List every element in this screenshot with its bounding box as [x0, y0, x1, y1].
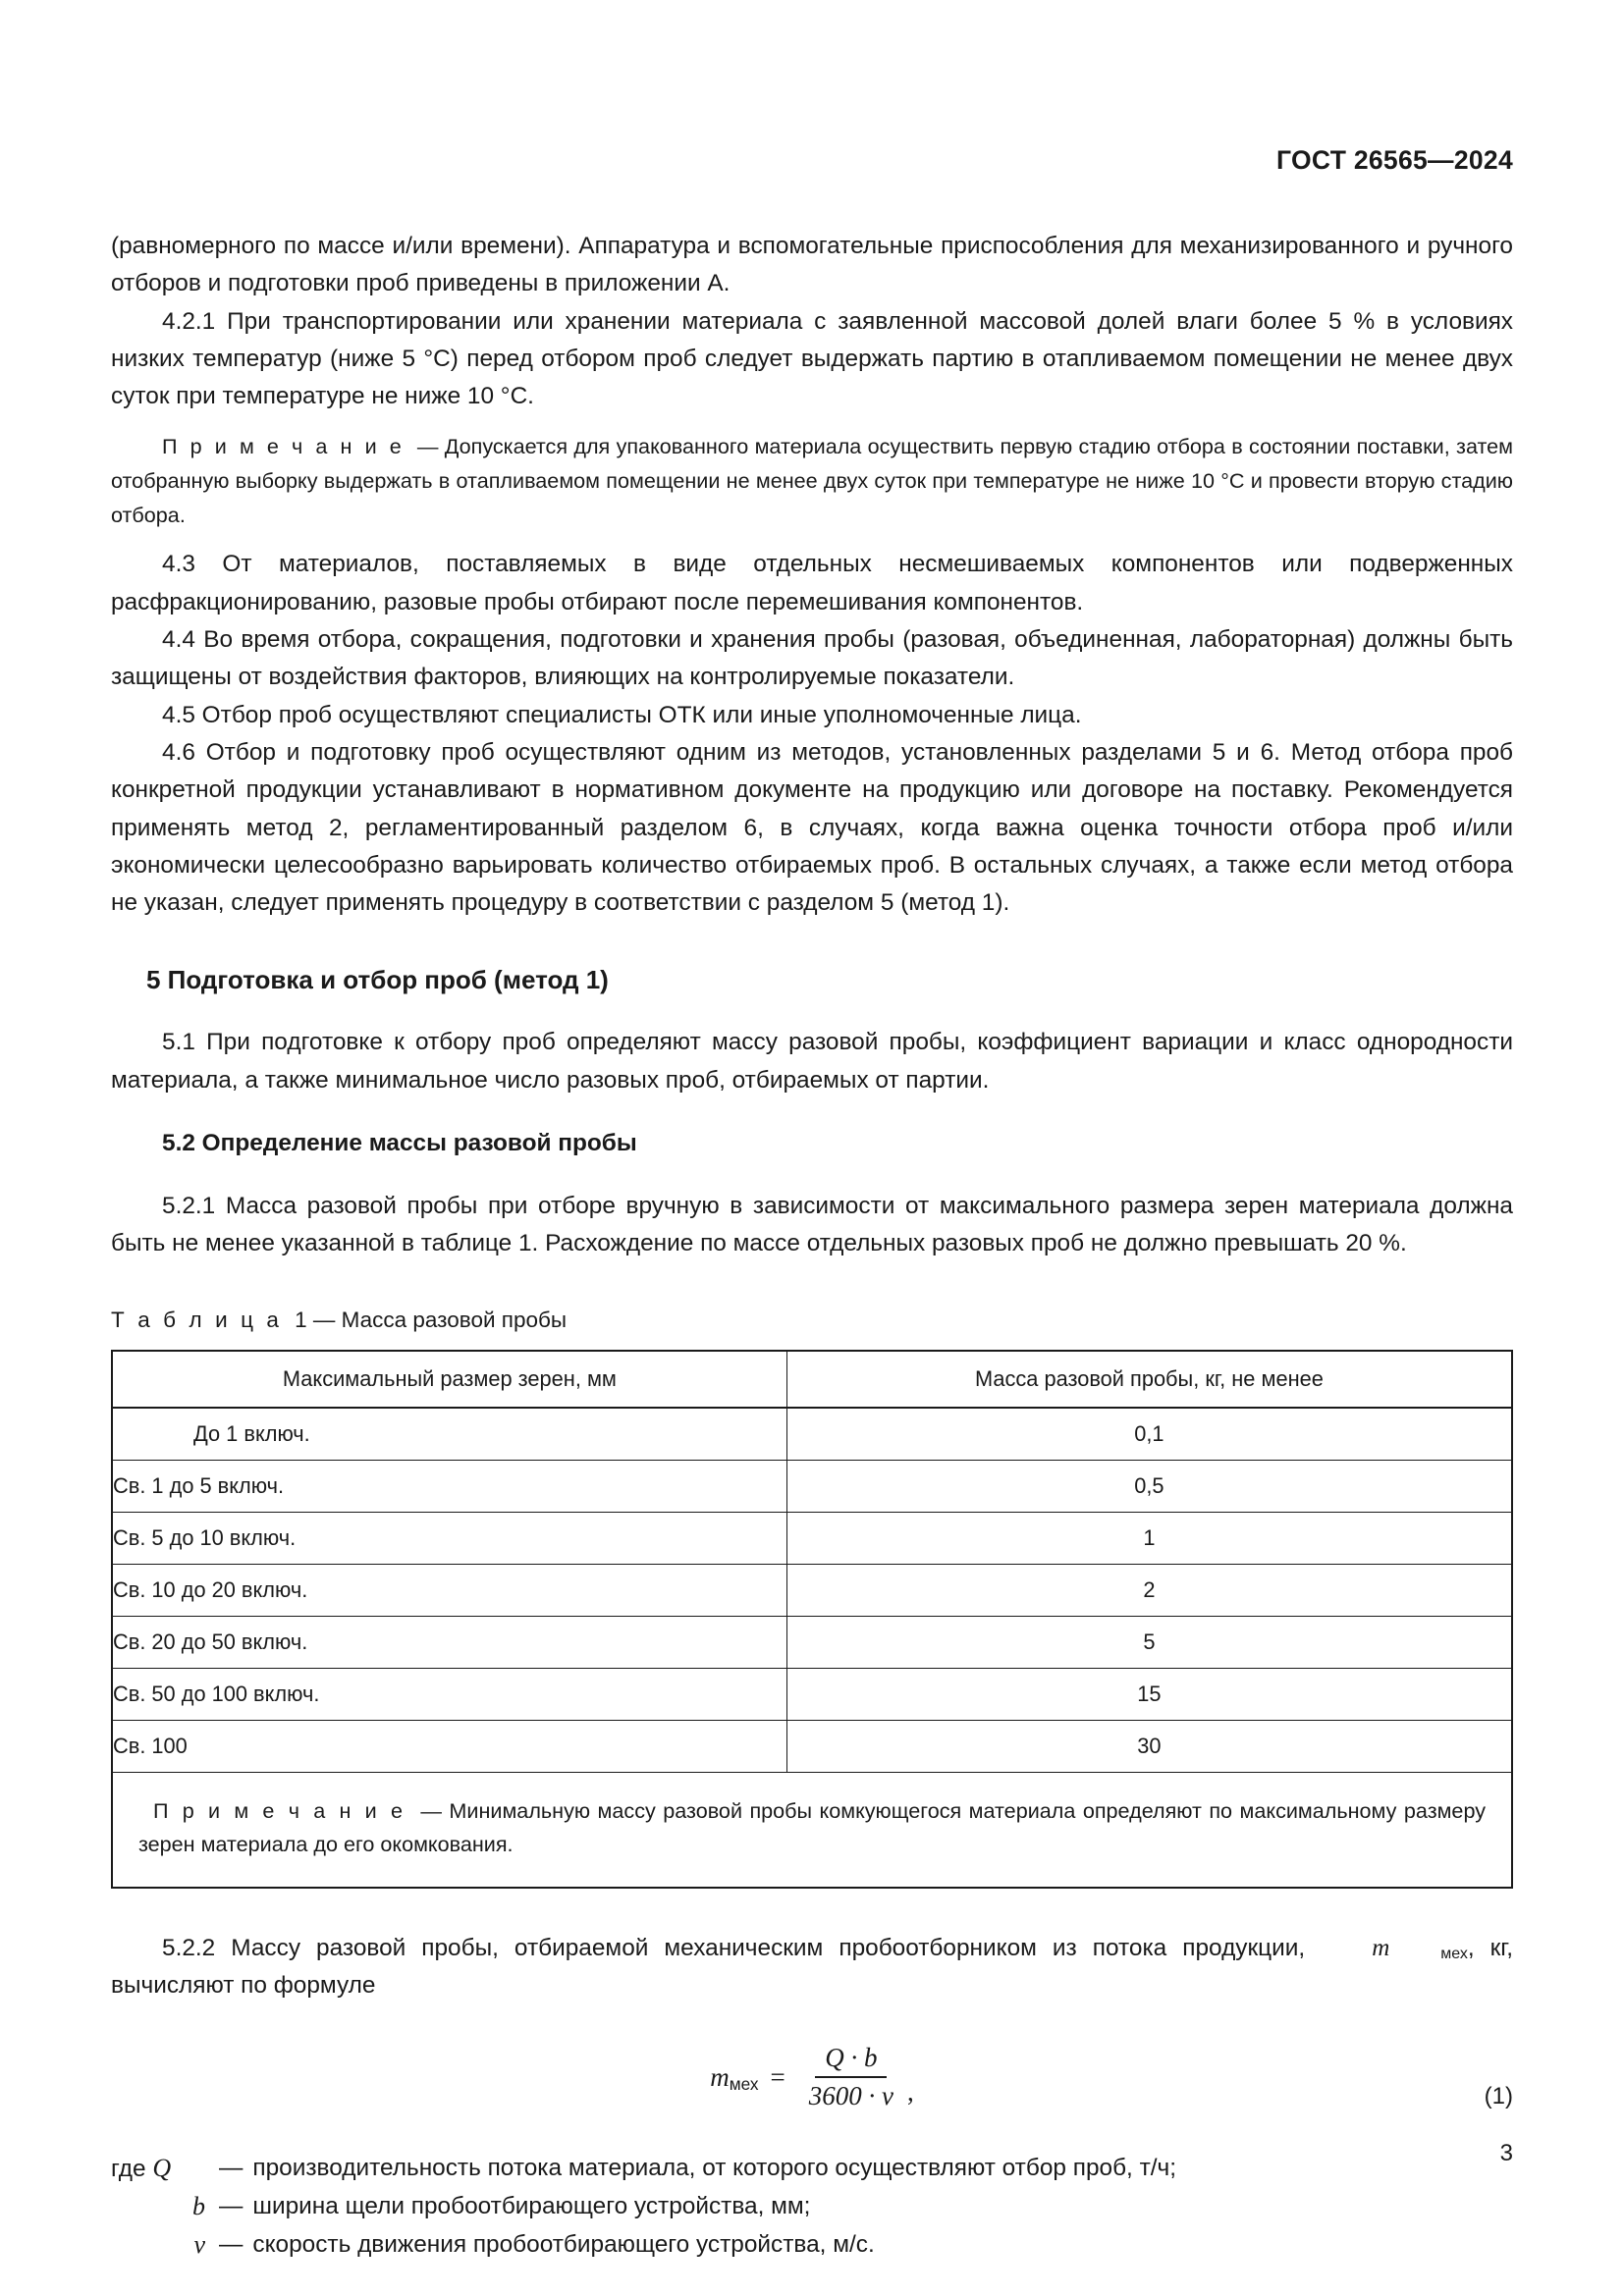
table-caption-dash: — — [312, 1307, 336, 1332]
table-1-mass-of-single-sample — [111, 1350, 1513, 1889]
where-dash: — — [219, 2231, 244, 2259]
symbol-m: m — [1372, 1934, 1390, 1961]
paragraph-4-2-1: 4.2.1 При транспортировании или хранении материала с заявленной массовой долей влаги более 5 % в условиях низких температур (ниже 5 °C) перед отбором проб следует выдержать партию в отапливаемом помещении не менее двух суток при температуре не ниже 10 °C. — [111, 307, 1513, 410]
cell-sample-mass: 5 — [786, 1616, 1512, 1668]
table-note-label: П р и м е ч а н и е — [152, 1797, 406, 1823]
table-note-dash: — — [420, 1797, 442, 1823]
formula-denominator: 3600 · v — [808, 2081, 893, 2111]
spacer — [111, 2004, 1513, 2032]
table-column-header-grain-size: Максимальный размер зерен, мм — [112, 1351, 786, 1408]
formula-1 — [710, 2043, 913, 2111]
spacer — [111, 1336, 1513, 1350]
where-symbol-b: b — [192, 2192, 205, 2221]
table-note-text: Минимальную массу разовой пробы комкующегося материала определяют по максимальному размеру зерен материала до его окомкования. — [138, 1797, 1487, 1856]
table-note-row — [112, 1772, 1512, 1888]
where-dash: — — [219, 2193, 244, 2220]
formula-fraction — [799, 2043, 903, 2111]
symbol-subscript-mech: мех — [1440, 1946, 1468, 1963]
formula-numerator: Q · b — [815, 2043, 887, 2078]
where-line-b — [111, 2188, 1513, 2226]
where-lead-word — [111, 2150, 205, 2188]
table-note-cell — [112, 1772, 1512, 1888]
note-4-2-1 — [111, 429, 1513, 532]
cell-sample-mass: 0,1 — [786, 1408, 1512, 1461]
spacer — [111, 1160, 1513, 1188]
where-description-q: производительность потока материала, от которого осуществляют отбор проб, т/ч; — [252, 2155, 1177, 2182]
page-number: 3 — [1499, 2140, 1513, 2166]
cell-sample-mass: 1 — [786, 1512, 1512, 1564]
paragraph-intro-continuation: (равномерного по массе и/или времени). Аппаратура и вспомогательные приспособления для механизированного и ручного отборов и подготовки проб приведены в приложении А. — [111, 233, 1513, 297]
cell-grain-size: Св. 5 до 10 включ. — [112, 1512, 786, 1564]
table-column-header-sample-mass: Масса разовой пробы, кг, не менее — [786, 1351, 1512, 1408]
table-caption-label: Т а б л и ц а — [111, 1307, 283, 1332]
paragraph-4-6: 4.6 Отбор и подготовку проб осуществляют одним из методов, установленных разделами 5 и 6. Метод отбора проб конкретной продукции устанавливают в нормативном документе на продукцию или договоре на поставку. Рекомендуется применять метод 2, регламентированный разделом 6, в случаях, когда важна оценка точности отбора проб и/или экономически целесообразно варьировать количество отбираемых проб. В остальных случаях, а также если метод отбора не указан, следует применять процедуру в соответствии с разделом 5 (метод 1). — [111, 738, 1513, 917]
spacer — [111, 922, 1513, 963]
where-description-v: скорость движения пробоотбирающего устройства, м/с. — [252, 2231, 875, 2259]
table-row — [112, 1460, 1512, 1512]
table-caption-number: 1 — [295, 1307, 307, 1332]
formula-lhs-variable: m — [710, 2061, 730, 2092]
formula-trailing-comma: , — [906, 2077, 914, 2108]
cell-grain-size: До 1 включ. — [112, 1408, 786, 1461]
table-row — [112, 1616, 1512, 1668]
where-description-b: ширина щели пробоотбирающего устройства, мм; — [252, 2193, 811, 2220]
cell-grain-size: Св. 50 до 100 включ. — [112, 1668, 786, 1720]
spacer — [111, 996, 1513, 1024]
page-header-standard-title: ГОСТ 26565—2024 — [1276, 145, 1513, 175]
cell-sample-mass: 30 — [786, 1720, 1512, 1772]
where-lead-text: где — [111, 2156, 146, 2183]
paragraph-4-4: 4.4 Во время отбора, сокращения, подготовки и хранения пробы (разовая, объединенная, лабораторная) должны быть защищены от воздействия факторов, влияющих на контролируемые показатели. — [111, 626, 1513, 691]
spacer — [111, 1263, 1513, 1305]
table-row — [112, 1564, 1512, 1616]
where-symbol-wrap-b — [111, 2188, 205, 2226]
where-symbol-wrap-v — [111, 2226, 205, 2265]
cell-grain-size: Св. 20 до 50 включ. — [112, 1616, 786, 1668]
paragraph-4-5: 4.5 Отбор проб осуществляют специалисты ОТК или иные уполномоченные лица. — [162, 701, 1082, 728]
note-text: Допускается для упакованного материала осуществить первую стадию отбора в состоянии поставки, затем отобранную выборку выдержать в отапливаемом помещении не менее двух суток при температуре не ниже 10 °C и провести вторую стадию отбора. — [111, 434, 1513, 528]
cell-sample-mass: 0,5 — [786, 1460, 1512, 1512]
cell-sample-mass: 2 — [786, 1564, 1512, 1616]
spacer — [111, 532, 1513, 546]
where-symbol-v: v — [193, 2230, 205, 2260]
table-header-row — [112, 1351, 1512, 1408]
paragraph-5-2-2-lead: 5.2.2 Массу разовой пробы, отбираемой механическим пробоотборником из потока продукции, — [162, 1934, 1306, 1961]
note-dash: — — [416, 434, 439, 459]
formula-number: (1) — [1484, 2083, 1513, 2110]
formula-1-container — [111, 2032, 1513, 2122]
table-row — [112, 1668, 1512, 1720]
note-label: П р и м е ч а н и е — [162, 434, 406, 459]
spacer — [111, 1099, 1513, 1127]
where-line-q — [111, 2150, 1513, 2188]
where-dash: — — [219, 2155, 244, 2182]
where-symbol-q: Q — [152, 2154, 172, 2183]
paragraph-5-2-2 — [111, 1930, 1513, 2005]
table-1-caption — [111, 1305, 1513, 1336]
cell-grain-size: Св. 1 до 5 включ. — [112, 1460, 786, 1512]
table-row — [112, 1512, 1512, 1564]
spacer — [111, 1889, 1513, 1930]
paragraph-5-2-2-tail: , кг, вычисляют по формуле — [111, 1934, 1514, 1999]
cell-grain-size: Св. 100 — [112, 1720, 786, 1772]
table-row — [112, 1720, 1512, 1772]
formula-equals-sign: = — [770, 2061, 785, 2092]
spacer — [111, 415, 1513, 429]
document-content — [111, 228, 1513, 2265]
paragraph-5-1: 5.1 При подготовке к отбору проб определяют массу разовой пробы, коэффициент вариации и класс однородности материала, а также минимальное число разовых проб, отбираемых от партии. — [111, 1029, 1513, 1094]
cell-sample-mass: 15 — [786, 1668, 1512, 1720]
spacer — [111, 2122, 1513, 2150]
heading-section-5: 5 Подготовка и отбор проб (метод 1) — [146, 965, 609, 995]
paragraph-4-3: 4.3 От материалов, поставляемых в виде отдельных несмешиваемых компонентов или подверженных расфракционированию, разовые пробы отбирают после перемешивания компонентов. — [111, 551, 1513, 615]
formula-lhs-subscript: мех — [729, 2073, 759, 2094]
paragraph-5-2-1: 5.2.1 Масса разовой пробы при отборе вручную в зависимости от максимального размера зерен материала должна быть не менее указанной в таблице 1. Расхождение по массе отдельных разовых проб не должно превышать 20 %. — [111, 1193, 1513, 1257]
table-caption-title: Масса разовой пробы — [341, 1307, 568, 1332]
cell-grain-size: Св. 10 до 20 включ. — [112, 1564, 786, 1616]
heading-subsection-5-2: 5.2 Определение массы разовой пробы — [162, 1130, 637, 1157]
where-line-v — [111, 2226, 1513, 2265]
table-row — [112, 1408, 1512, 1461]
inline-symbol-m-mech — [1321, 1930, 1468, 1967]
